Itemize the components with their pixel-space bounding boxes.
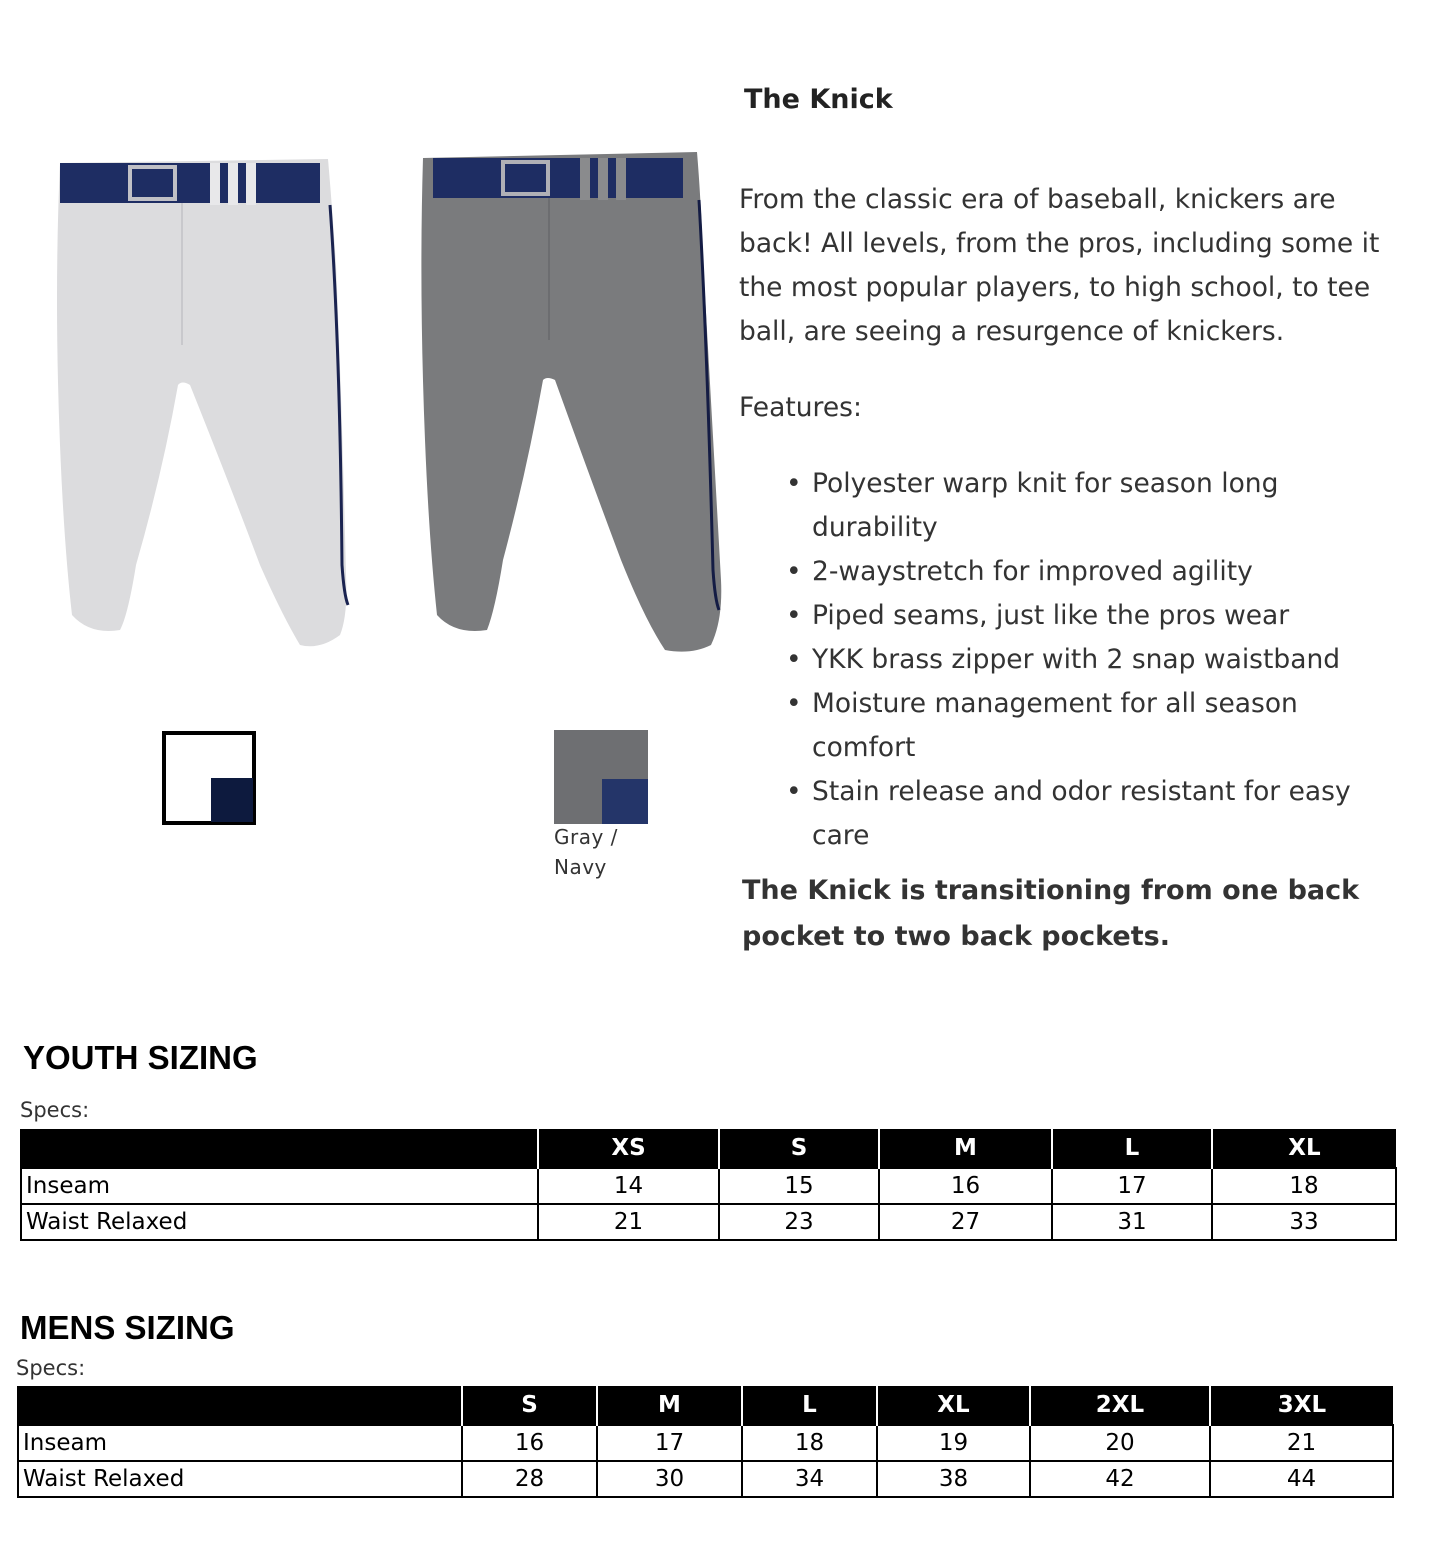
table-cell: 27 [879, 1204, 1052, 1240]
feature-item: • Polyester warp knit for season long durability [786, 462, 1386, 550]
feature-item: • 2-waystretch for improved agility [786, 550, 1386, 594]
transition-note: The Knick is transitioning from one back pocket to two back pockets. [742, 875, 1360, 952]
white-knicker-pants-image [50, 145, 360, 665]
table-cell: 33 [1212, 1204, 1396, 1240]
table-row [21, 1204, 1396, 1240]
mens-sizing-table [17, 1386, 1394, 1498]
table-cell: 44 [1210, 1461, 1393, 1497]
table-cell: 23 [719, 1204, 879, 1240]
youth-sizing-table [20, 1129, 1397, 1241]
header-cell: L [742, 1386, 877, 1425]
youth-sizing-title: YOUTH SIZING [23, 1039, 258, 1076]
features-label: Features: [739, 392, 862, 423]
table-cell: 21 [1210, 1425, 1393, 1461]
header-cell: S [462, 1386, 597, 1425]
mens-sizing-title: MENS SIZING [20, 1309, 235, 1346]
table-cell: 34 [742, 1461, 877, 1497]
table-cell: 16 [462, 1425, 597, 1461]
table-cell: 16 [879, 1168, 1052, 1204]
gray-navy-swatch[interactable] [554, 730, 648, 824]
product-title: The Knick [744, 84, 893, 115]
table-cell: 17 [597, 1425, 742, 1461]
table-cell: 14 [538, 1168, 719, 1204]
header-cell: M [597, 1386, 742, 1425]
table-row [21, 1168, 1396, 1204]
feature-item: • Stain release and odor resistant for easy care [786, 770, 1386, 858]
table-cell: 30 [597, 1461, 742, 1497]
header-cell: XL [877, 1386, 1030, 1425]
header-cell: XS [538, 1129, 719, 1168]
features-list [786, 462, 1386, 858]
table-cell: 38 [877, 1461, 1030, 1497]
row-label: Inseam [18, 1425, 462, 1461]
table-cell: 31 [1052, 1204, 1212, 1240]
table-header-row [21, 1129, 1396, 1168]
table-cell: 18 [1212, 1168, 1396, 1204]
table-row [18, 1425, 1393, 1461]
navy-accent [602, 779, 648, 824]
header-cell [21, 1129, 538, 1168]
row-label: Waist Relaxed [21, 1204, 538, 1240]
table-header-row [18, 1386, 1393, 1425]
row-label: Waist Relaxed [18, 1461, 462, 1497]
table-cell: 20 [1030, 1425, 1210, 1461]
header-cell: M [879, 1129, 1052, 1168]
navy-accent [211, 778, 253, 822]
table-cell: 18 [742, 1425, 877, 1461]
header-cell: XL [1212, 1129, 1396, 1168]
mens-specs-label: Specs: [16, 1356, 86, 1380]
header-cell: 2XL [1030, 1386, 1210, 1425]
header-cell: 3XL [1210, 1386, 1393, 1425]
table-cell: 28 [462, 1461, 597, 1497]
header-cell [18, 1386, 462, 1425]
table-cell: 17 [1052, 1168, 1212, 1204]
table-cell: 42 [1030, 1461, 1210, 1497]
header-cell: S [719, 1129, 879, 1168]
table-row [18, 1461, 1393, 1497]
feature-item: • Moisture management for all season comfort [786, 682, 1386, 770]
header-cell: L [1052, 1129, 1212, 1168]
table-cell: 19 [877, 1425, 1030, 1461]
youth-specs-label: Specs: [20, 1098, 90, 1122]
table-cell: 21 [538, 1204, 719, 1240]
product-description: From the classic era of baseball, knickers are back! All levels, from the pros, including some it the most popular players, to high school, to tee ball, are seeing a resurgence of knickers. [739, 184, 1380, 347]
white-navy-swatch[interactable] [162, 731, 256, 825]
feature-item: • Piped seams, just like the pros wear [786, 594, 1386, 638]
feature-item: • YKK brass zipper with 2 snap waistband [786, 638, 1386, 682]
gray-knicker-pants-image [415, 140, 735, 670]
row-label: Inseam [21, 1168, 538, 1204]
swatch-label: Gray / Navy [554, 825, 618, 879]
table-cell: 15 [719, 1168, 879, 1204]
